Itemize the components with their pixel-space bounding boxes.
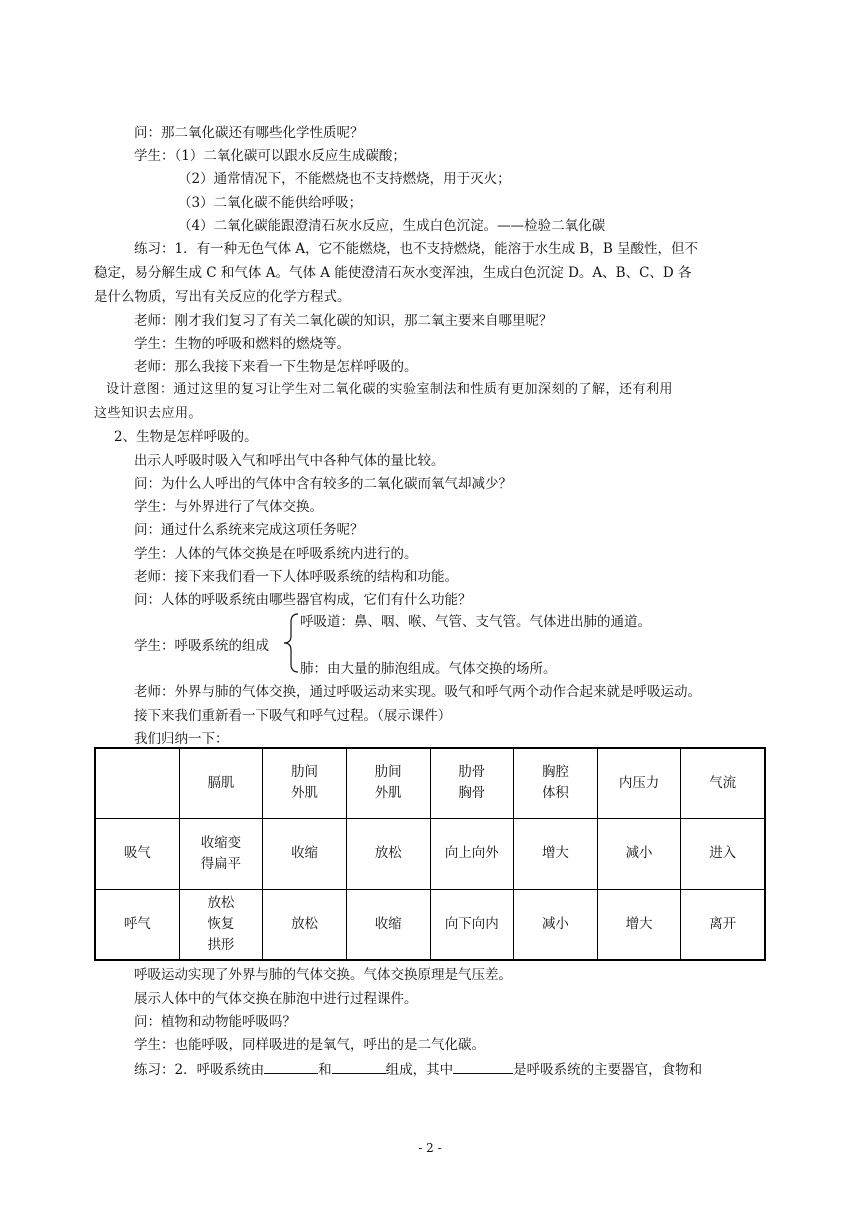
table-cell: 放松 [346, 818, 430, 889]
text-line: 呼吸运动实现了外界与肺的气体交换。气体交换原理是气压差。 [134, 967, 512, 983]
fill-blank [453, 1059, 513, 1074]
fill-blank [332, 1059, 386, 1074]
header-cell [95, 748, 179, 818]
table-cell: 收缩 [346, 889, 430, 960]
text-line: 学生：（1）二氧化碳可以跟水反应生成碳酸； [134, 148, 406, 164]
text-line: （4）二氧化碳能跟澄清石灰水反应，生成白色沉淀。——检验二氧化碳 [178, 218, 606, 234]
branch-respiratory-tract: 呼吸道：鼻、咽、喉、气管、支气管。气体进出肺的通道。 [300, 614, 651, 630]
table-cell: 放松 [263, 889, 347, 960]
table-header-row [95, 748, 765, 818]
design-intent-note: 这些知识去应用。 [94, 406, 203, 421]
text-fragment: 练习：2．呼吸系统由 [134, 1062, 265, 1078]
text-line: 练习：1．有一种无色气体 A，它不能燃烧，也不支持燃烧，能溶于水生成 B，B 呈酸性，但不 [134, 241, 699, 257]
design-intent-note: 设计意图：通过这里的复习让学生对二氧化碳的实验室制法和性质有更加深刻的了解，还有利用 [106, 382, 674, 397]
table-cell: 增大 [597, 889, 681, 960]
text-line: 稳定，易分解生成 C 和气体 A。气体 A 能使澄清石灰水变浑浊，生成白色沉淀 D。A、B、C、D 各 [94, 265, 692, 281]
fill-blank [264, 1059, 318, 1074]
table-cell: 减小 [597, 818, 681, 889]
table-cell: 收缩 [263, 818, 347, 889]
header-cell: 膈肌 [179, 748, 263, 818]
table-cell: 减小 [514, 889, 598, 960]
page-number: - 2 - [418, 1141, 442, 1155]
text-line: 展示人体中的气体交换在肺泡中进行过程课件。 [134, 991, 418, 1007]
header-cell: 肋骨 胸骨 [430, 748, 514, 818]
text-line: 老师：外界与肺的气体交换，通过呼吸运动来实现。吸气和呼气两个动作合起来就是呼吸运动。 [134, 684, 701, 700]
text-line: 我们归纳一下： [134, 731, 229, 747]
branch-lungs: 肺：由大量的肺泡组成。气体交换的场所。 [300, 661, 557, 677]
text-line: 学生：与外界进行了气体交换。 [134, 499, 323, 515]
table-cell: 向下向内 [430, 889, 514, 960]
text-line: 问：为什么人呼出的气体中含有较多的二氧化碳而氧气却减少？ [134, 476, 512, 492]
header-cell: 气流 [681, 748, 765, 818]
table-cell: 离开 [681, 889, 765, 960]
text-line: 出示人呼吸时吸入气和呼出气中各种气体的量比较。 [134, 453, 445, 469]
text-line: 是什么物质，写出有关反应的化学方程式。 [94, 289, 351, 305]
text-line: 学生：人体的气体交换是在呼吸系统内进行的。 [134, 546, 418, 562]
table-cell: 吸气 [95, 818, 179, 889]
text-fragment: 和 [318, 1062, 332, 1078]
section-heading: 2、生物是怎样呼吸的。 [114, 429, 258, 445]
table-cell: 增大 [514, 818, 598, 889]
text-line: （3）二氧化碳不能供给呼吸； [178, 195, 363, 211]
text-line: 问：那二氧化碳还有哪些化学性质呢？ [134, 125, 364, 141]
table-row [95, 818, 765, 889]
table-cell: 进入 [681, 818, 765, 889]
breathing-summary-table [94, 747, 766, 961]
exercise-line [134, 1059, 702, 1079]
text-fragment: 是呼吸系统的主要器官，食物和 [513, 1062, 703, 1078]
text-line: 问：人体的呼吸系统由哪些器官构成，它们有什么功能？ [134, 592, 472, 608]
text-line: 问：通过什么系统来完成这项任务呢？ [134, 522, 364, 538]
header-cell: 肋间 外肌 [346, 748, 430, 818]
curly-brace [282, 612, 302, 674]
header-cell: 肋间 外肌 [263, 748, 347, 818]
table-row [95, 889, 765, 960]
table-cell: 收缩变 得扁平 [179, 818, 263, 889]
text-line: 老师：接下来我们看一下人体呼吸系统的结构和功能。 [134, 569, 458, 585]
text-line: （2）通常情况下，不能燃烧也不支持燃烧，用于灭火； [178, 171, 511, 187]
text-line: 接下来我们重新看一下吸气和呼气过程。（展示课件） [134, 708, 452, 724]
text-line: 老师：刚才我们复习了有关二氧化碳的知识，那二氧主要来自哪里呢？ [134, 313, 553, 329]
table-cell: 向上向外 [430, 818, 514, 889]
text-line: 学生：生物的呼吸和燃料的燃烧等。 [134, 336, 350, 352]
text-fragment: 组成，其中 [385, 1062, 454, 1078]
header-cell: 胸腔 体积 [514, 748, 598, 818]
table-cell: 呼气 [95, 889, 179, 960]
text-line: 学生：也能呼吸，同样吸进的是氧气，呼出的是二气化碳。 [134, 1037, 485, 1053]
header-cell: 内压力 [597, 748, 681, 818]
text-line: 问：植物和动物能呼吸吗？ [134, 1014, 296, 1030]
text-line: 老师：那么我接下来看一下生物是怎样呼吸的。 [134, 359, 418, 375]
table-cell: 放松 恢复 拱形 [179, 889, 263, 960]
text-line: 学生：呼吸系统的组成 [134, 638, 269, 654]
